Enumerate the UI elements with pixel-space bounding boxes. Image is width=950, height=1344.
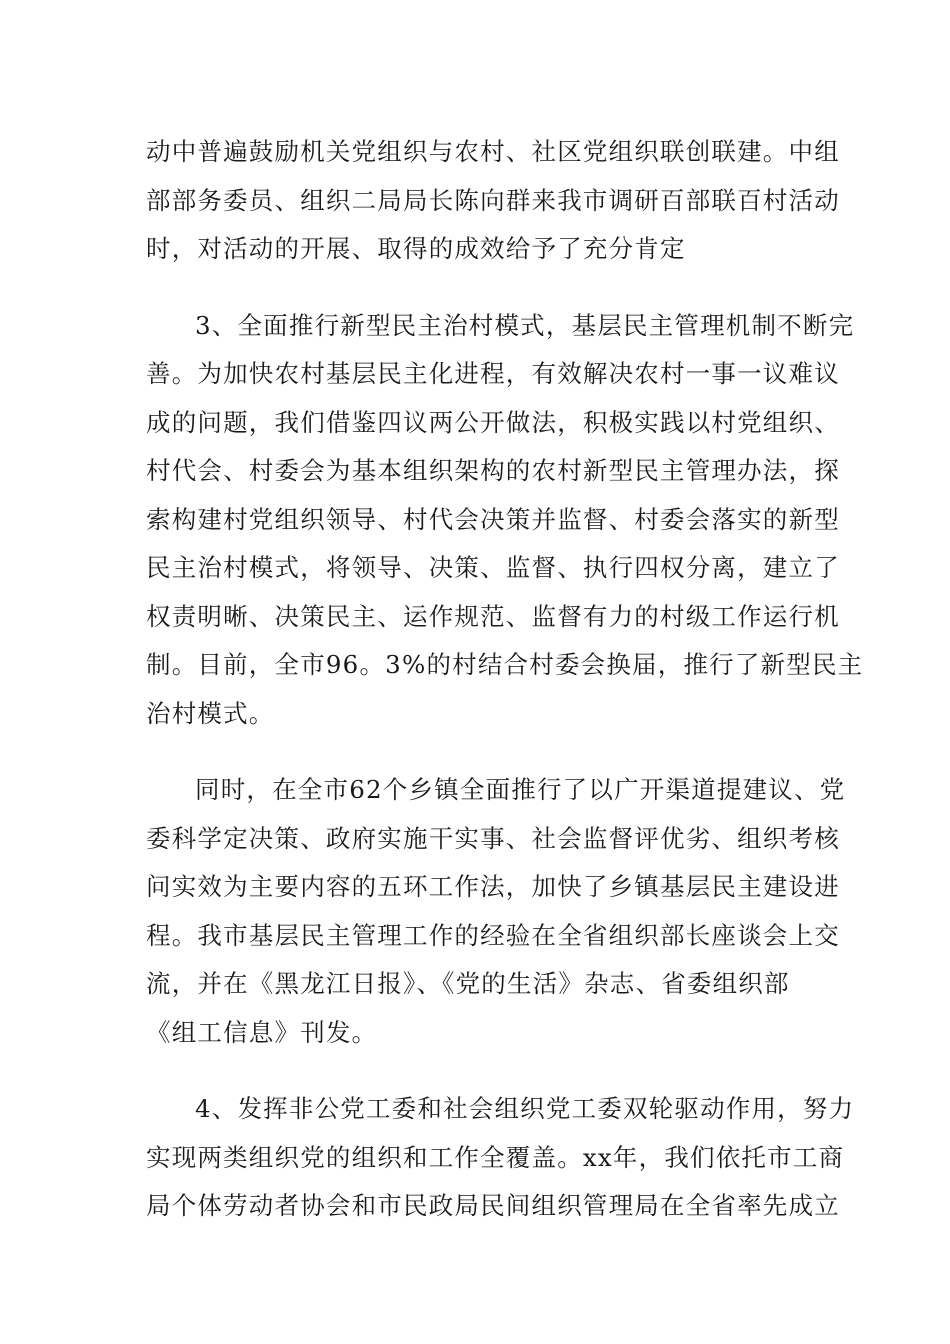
paragraph-1 [146, 128, 840, 274]
document-body [146, 128, 864, 1259]
text-line: 4、发挥非公党工委和社会组织党工委双轮驱动作用，努力 [195, 1094, 855, 1123]
text-line: 制。目前，全市96。3%的村结合村委会换届，推行了新型民主 [146, 650, 864, 679]
text-line: 3、全面推行新型民主治村模式，基层民主管理机制不断完 [195, 310, 855, 340]
text-line: 动中普遍鼓励机关党组织与农村、社区党组织联创联建。中组 [146, 137, 840, 166]
paragraph-3 [146, 766, 846, 1057]
text-line: 民主治村模式，将领导、决策、监督、执行四权分离，建立了 [146, 553, 840, 582]
text-line: 索构建村党组织领导、村代会决策并监督、村委会落实的新型 [146, 504, 840, 534]
text-line: 成的问题，我们借鉴四议两公开做法，积极实践以村党组织、 [146, 407, 840, 437]
text-line: 治村模式。 [146, 698, 275, 728]
text-line: 村代会、村委会为基本组织架构的农村新型民主管理办法，探 [146, 456, 840, 485]
paragraph-2 [146, 302, 864, 739]
text-line: 实现两类组织党的组织和工作全覆盖。xx年，我们依托市工商 [146, 1142, 845, 1172]
text-line: 程。我市基层民主管理工作的经验在全省组织部长座谈会上交 [146, 920, 840, 950]
text-line: 善。为加快农村基层民主化进程，有效解决农村一事一议难议 [146, 359, 840, 388]
text-line: 《组工信息》刊发。 [146, 1017, 378, 1047]
paragraph-4 [146, 1085, 855, 1231]
text-line: 流，并在《黑龙江日报》、《党的生活》杂志、省委组织部 [146, 969, 790, 998]
text-line: 委科学定决策、政府实施干实事、社会监督评优劣、组织考核 [146, 823, 840, 853]
text-line: 时，对活动的开展、取得的成效给予了充分肯定 [146, 234, 686, 263]
text-line: 部部务委员、组织二局局长陈向群来我市调研百部联百村活动 [146, 185, 840, 215]
text-line: 问实效为主要内容的五环工作法，加快了乡镇基层民主建设进 [146, 872, 840, 901]
text-line: 同时，在全市62个乡镇全面推行了以广开渠道提建议、党 [195, 775, 846, 804]
text-line: 局个体劳动者协会和市民政局民间组织管理局在全省率先成立 [146, 1191, 840, 1220]
text-line: 权责明晰、决策民主、运作规范、监督有力的村级工作运行机 [146, 601, 840, 631]
